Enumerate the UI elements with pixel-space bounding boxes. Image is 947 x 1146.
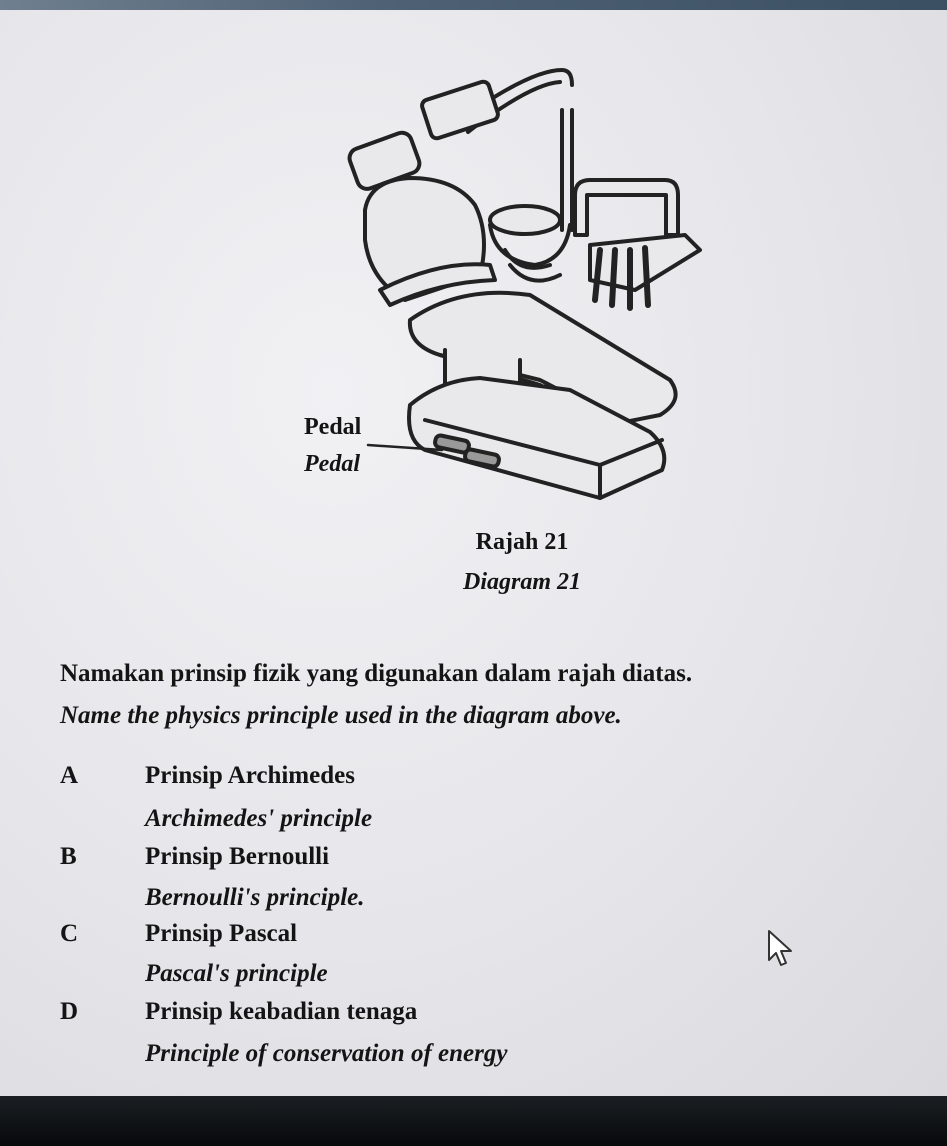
option-d-text-ms: Prinsip keabadian tenaga [145, 998, 418, 1025]
option-b-letter: B [60, 843, 77, 870]
option-b-text-en: Bernoulli's principle. [145, 884, 365, 911]
option-d-text-en: Principle of conservation of energy [145, 1040, 508, 1067]
option-b-text-ms: Prinsip Bernoulli [145, 843, 330, 870]
pedal-label-ms: Pedal [304, 414, 362, 440]
option-c-letter: C [60, 920, 79, 947]
diagram-caption-en: Diagram 21 [462, 569, 581, 595]
dental-chair-icon [290, 60, 710, 510]
monitor-bezel [0, 1096, 947, 1146]
pedal-label-en: Pedal [304, 451, 360, 477]
question-text-en: Name the physics principle used in the diagram above. [60, 702, 622, 729]
option-a-text-en: Archimedes' principle [145, 805, 373, 832]
option-a-letter: A [60, 762, 79, 789]
option-a-text-ms: Prinsip Archimedes [145, 762, 355, 789]
question-text-ms: Namakan prinsip fizik yang digunakan dalam rajah diatas. [60, 660, 693, 687]
option-c-text-en: Pascal's principle [145, 960, 328, 987]
diagram-caption-ms: Rajah 21 [475, 529, 569, 555]
option-c-text-ms: Prinsip Pascal [145, 920, 298, 947]
mouse-pointer-icon [766, 928, 796, 970]
document-page [0, 10, 947, 1098]
option-d-letter: D [60, 998, 79, 1025]
